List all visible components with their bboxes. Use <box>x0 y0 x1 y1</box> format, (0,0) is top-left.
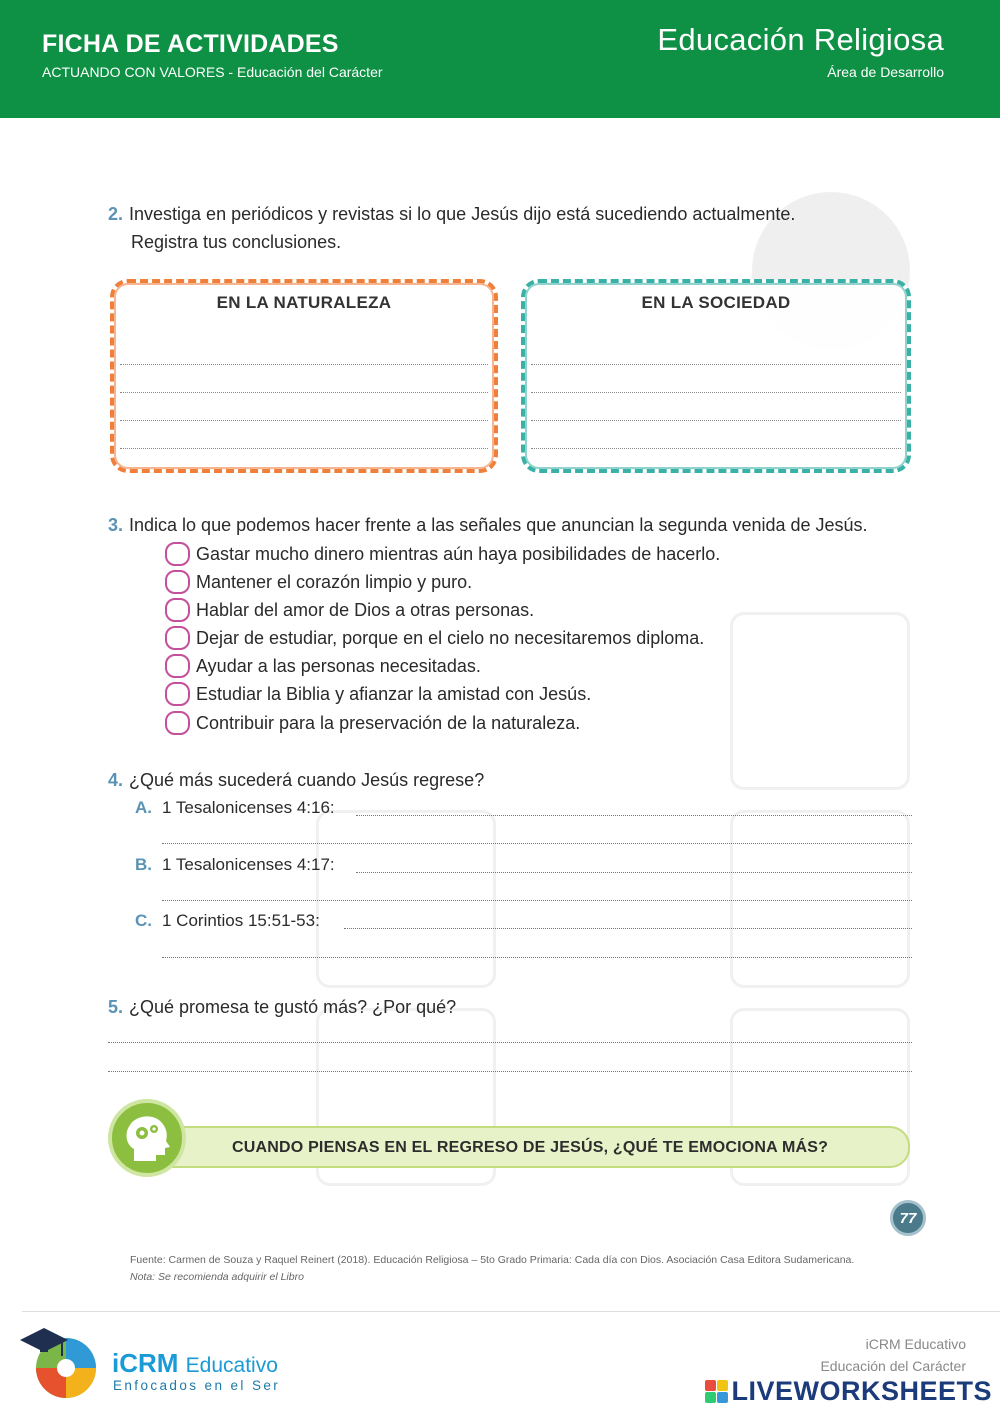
option-label: Contribuir para la preservación de la naturaleza. <box>196 712 581 733</box>
banner-question: CUANDO PIENSAS EN EL REGRESO DE JESÚS, ¿QUÉ TE EMOCIONA MÁS? <box>232 1139 829 1156</box>
liveworksheets-grid-icon <box>705 1380 728 1403</box>
subject-title: Educación Religiosa <box>657 22 944 57</box>
answer-line[interactable] <box>344 928 912 929</box>
head-gears-icon <box>108 1099 186 1177</box>
answer-line[interactable] <box>356 815 912 816</box>
answer-line[interactable] <box>120 337 488 365</box>
answer-line[interactable] <box>356 872 912 873</box>
footer-right-line1: iCRM Educativo <box>865 1336 966 1352</box>
question-2 <box>108 204 795 225</box>
question-number: 4. <box>108 770 124 790</box>
society-answer-lines[interactable] <box>531 337 901 449</box>
option-item[interactable] <box>165 541 720 567</box>
question-text: Investiga en periódicos y revistas si lo que Jesús dijo está sucediendo actualmente. <box>129 204 796 224</box>
reference-b <box>135 855 335 875</box>
option-item[interactable] <box>165 597 534 623</box>
society-answer-box[interactable] <box>521 279 911 473</box>
reference-a <box>135 798 335 818</box>
faded-box <box>730 810 910 988</box>
liveworksheets-wordmark: LIVEWORKSHEETS <box>731 1376 992 1406</box>
reference-c <box>135 911 320 931</box>
answer-line[interactable] <box>531 337 901 365</box>
option-label: Gastar mucho dinero mientras aún haya posibilidades de hacerlo. <box>196 543 721 564</box>
question-text: Indica lo que podemos hacer frente a las señales que anuncian la segunda venida de Jesús. <box>129 515 868 535</box>
option-checkbox[interactable] <box>165 682 190 706</box>
brand-tagline: Enfocados en el Ser <box>113 1378 281 1393</box>
option-item[interactable] <box>165 681 591 707</box>
option-label: Ayudar a las personas necesitadas. <box>196 655 481 676</box>
nature-answer-box[interactable] <box>110 279 498 473</box>
reference-text: 1 Corintios 15:51-53: <box>162 911 320 930</box>
source-note: Nota: Se recomienda adquirir el Libro <box>130 1271 304 1283</box>
footer-divider <box>22 1311 1000 1312</box>
question-2-line2: Registra tus conclusiones. <box>131 232 342 252</box>
answer-line[interactable] <box>162 843 912 844</box>
option-label: Mantener el corazón limpio y puro. <box>196 571 473 592</box>
page-number: 77 <box>890 1200 926 1236</box>
answer-line[interactable] <box>108 1071 912 1072</box>
question-number: 5. <box>108 997 124 1017</box>
liveworksheets-logo[interactable] <box>705 1376 992 1407</box>
worksheet-title: FICHA DE ACTIVIDADES <box>42 30 339 58</box>
faded-box <box>316 810 496 988</box>
answer-line[interactable] <box>120 421 488 449</box>
answer-line[interactable] <box>162 900 912 901</box>
answer-line[interactable] <box>120 365 488 393</box>
option-item[interactable] <box>165 625 704 651</box>
option-item[interactable] <box>165 710 580 736</box>
reference-text: 1 Tesalonicenses 4:17: <box>162 855 335 874</box>
answer-line[interactable] <box>531 365 901 393</box>
reference-letter: C. <box>135 911 152 930</box>
brand-name-b: Educativo <box>185 1354 278 1377</box>
option-item[interactable] <box>165 653 481 679</box>
answer-line[interactable] <box>531 393 901 421</box>
option-label: Dejar de estudiar, porque en el cielo no necesitaremos diploma. <box>196 627 705 648</box>
nature-answer-lines[interactable] <box>120 337 488 449</box>
question-number: 2. <box>108 204 124 224</box>
brand-name <box>112 1348 278 1379</box>
option-checkbox[interactable] <box>165 654 190 678</box>
worksheet-subtitle: ACTUANDO CON VALORES - Educación del Carácter <box>42 64 383 80</box>
icrm-logo-icon <box>18 1318 104 1404</box>
source-citation: Fuente: Carmen de Souza y Raquel Reinert (2018). Educación Religiosa – 5to Grado Primaria: Cada día con Dios. Asociación Casa Editora Sudamericana. <box>130 1254 855 1266</box>
answer-line[interactable] <box>162 957 912 958</box>
option-checkbox[interactable] <box>165 542 190 566</box>
question-4 <box>108 770 484 791</box>
reference-letter: A. <box>135 798 152 817</box>
option-checkbox[interactable] <box>165 711 190 735</box>
question-number: 3. <box>108 515 124 535</box>
option-item[interactable] <box>165 569 472 595</box>
option-label: Estudiar la Biblia y afianzar la amistad con Jesús. <box>196 683 592 704</box>
footer-right-line2: Educación del Carácter <box>820 1358 966 1374</box>
question-5 <box>108 997 456 1018</box>
reference-text: 1 Tesalonicenses 4:16: <box>162 798 335 817</box>
reference-letter: B. <box>135 855 152 874</box>
faded-box <box>730 612 910 790</box>
area-label: Área de Desarrollo <box>827 64 944 80</box>
question-3 <box>108 515 868 536</box>
option-checkbox[interactable] <box>165 570 190 594</box>
option-checkbox[interactable] <box>165 626 190 650</box>
answer-line[interactable] <box>120 393 488 421</box>
nature-box-title: EN LA NATURALEZA <box>216 293 392 312</box>
question-text: ¿Qué más sucederá cuando Jesús regrese? <box>129 770 485 790</box>
header-bar <box>0 0 1000 118</box>
brand-name-a: iCRM <box>112 1348 179 1378</box>
option-checkbox[interactable] <box>165 598 190 622</box>
answer-line[interactable] <box>108 1042 912 1043</box>
answer-line[interactable] <box>531 421 901 449</box>
question-text: ¿Qué promesa te gustó más? ¿Por qué? <box>129 997 457 1017</box>
option-label: Hablar del amor de Dios a otras personas. <box>196 599 535 620</box>
society-box-title: EN LA SOCIEDAD <box>641 293 791 312</box>
